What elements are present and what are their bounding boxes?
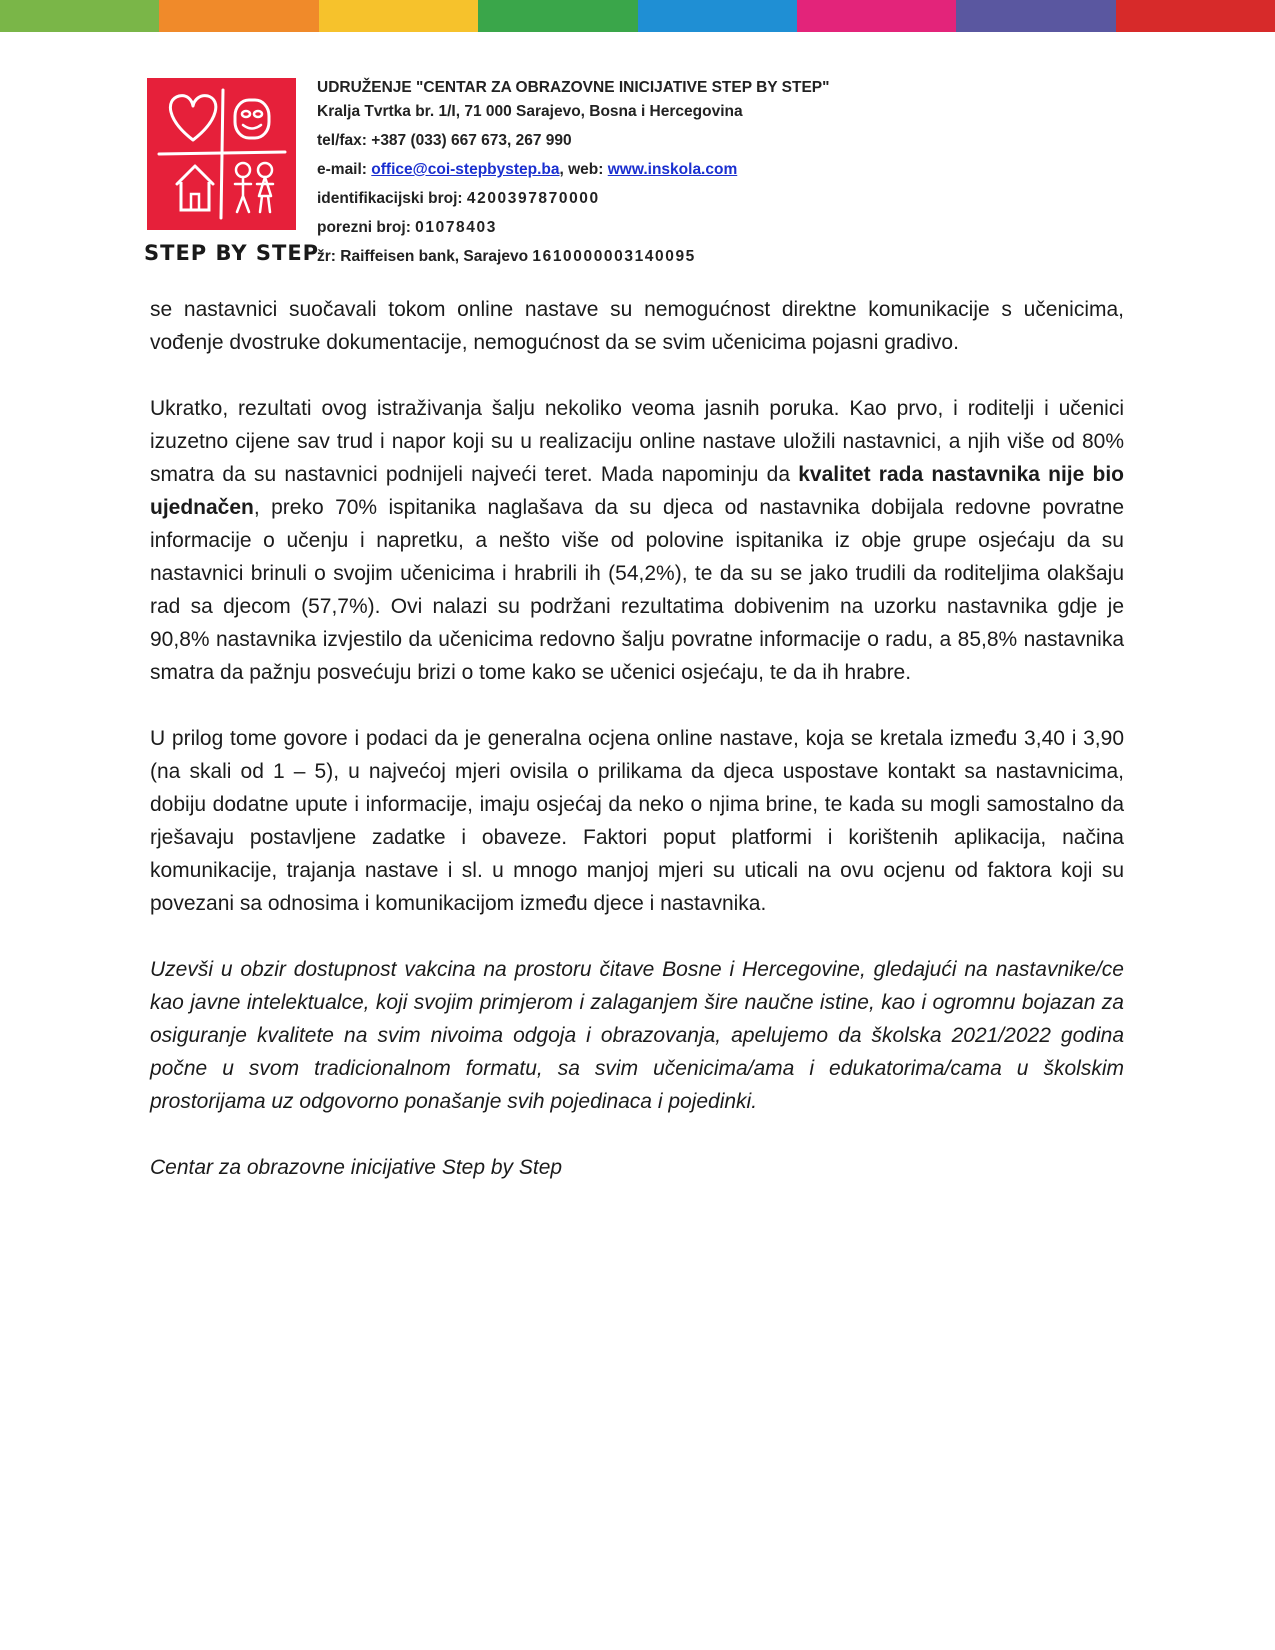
signature: Centar za obrazovne inicijative Step by Step — [150, 1156, 563, 1179]
bank-account: 1610000003140095 — [532, 248, 696, 265]
org-id — [317, 186, 829, 215]
stripe-segment — [1116, 0, 1275, 32]
letterhead — [317, 75, 829, 273]
id-number: 4200397870000 — [466, 190, 600, 207]
step-by-step-logo-icon — [147, 78, 296, 230]
paragraph-2 — [150, 392, 1124, 689]
org-tax — [317, 215, 829, 244]
web-link[interactable]: www.inskola.com — [607, 161, 738, 178]
paragraph-2-end: , preko 70% ispitanika naglašava da su djeca od nastavnika dobijala redovne povratne informacije o učenju i napretku, a nešto više od polovine ispitanika iz obje grupe osjećaju da su nastavnici brinuli o svojim učenicima i hrabrili ih (54,2%), te da su se jako trudili da roditeljima olakšaju rad sa djecom (57,7%). Ovi nalazi su podržani rezultatima dobivenim na uzorku nastavnika gdje je 90,8% nastavnika izvjestilo da učenicima redovno šalju povratne informacije o radu, a 85,8% nastavnika smatra da pažnju posvećuju brizi o tome kako se učenici osjećaju, te da ih hrabre. — [150, 496, 1124, 684]
org-name: UDRUŽENJE "CENTAR ZA OBRAZOVNE INICIJATIVE STEP BY STEP" — [317, 79, 830, 96]
paragraph-1: se nastavnici suočavali tokom online nastave su nemogućnost direktne komunikacije s učenicima, vođenje dvostruke dokumentacije, nemogućnost da se svim učenicima pojasni gradivo. — [150, 298, 1124, 354]
stripe-segment — [319, 0, 478, 32]
stripe-segment — [956, 0, 1115, 32]
email-label: e-mail: — [317, 161, 367, 178]
stripe-segment — [0, 0, 159, 32]
paragraph-2-emphasis: kvalitet rada nastavnika nije bio ujednačen — [150, 463, 1125, 519]
stripe-segment — [638, 0, 797, 32]
stripe-segment — [797, 0, 956, 32]
color-stripe — [0, 0, 1275, 32]
paragraph-3: U prilog tome govore i podaci da je generalna ocjena online nastave, koja se kretala između 3,40 i 3,90 (na skali od 1 – 5), u najvećoj mjeri ovisila o prilikama da djeca uspostave kontakt sa nastavnicima, dobiju dodatne upute i informacije, imaju osjećaj da neko o njima brine, te kada su mogli samostalno da rješavaju postavljene zadatke i obaveze. Faktori poput platformi i korištenih aplikacija, načina komunikacije, trajanja nastave i sl. u mnogo manjoj mjeri su uticali na ovu ocjenu od faktora koji su povezani sa odnosima i komunikacijom između djece i nastavnika. — [150, 727, 1124, 915]
paragraph-2-start: Ukratko, rezultati ovog istraživanja šalju nekoliko veoma jasnih poruka. Kao prvo, i roditelji i učenici izuzetno cijene sav trud i napor koji su u realizaciju online nastave uložili nastavnici, a njih više od 80% smatra da su nastavnici podnijeli najveći teret. Mada napominju da — [150, 397, 1124, 486]
web-label: , web: — [559, 161, 604, 178]
email-link[interactable]: office@coi-stepbystep.ba — [371, 161, 560, 178]
tax-label: porezni broj: — [317, 219, 411, 236]
letter-body — [150, 293, 1124, 1217]
bank-label: žr: Raiffeisen bank, Sarajevo — [317, 248, 529, 265]
org-phone: tel/fax: +387 (033) 667 673, 267 990 — [317, 132, 572, 149]
org-address: Kralja Tvrtka br. 1/I, 71 000 Sarajevo, Bosna i Hercegovina — [317, 103, 743, 120]
tax-number: 01078403 — [415, 219, 497, 236]
org-contact — [317, 157, 829, 186]
stripe-segment — [159, 0, 318, 32]
logo — [144, 78, 320, 265]
id-label: identifikacijski broj: — [317, 190, 463, 207]
stripe-segment — [478, 0, 637, 32]
paragraph-4: Uzevši u obzir dostupnost vakcina na prostoru čitave Bosne i Hercegovine, gledajući na nastavnike/ce kao javne intelektualce, koji svojim primjerom i zalaganjem šire naučne istine, kao i ogromnu bojazan za osiguranje kvalitete na svim nivoima odgoja i obrazovanja, apelujemo da školska 2021/2022 godina počne u svom tradicionalnom formatu, sa svim učenicima/ama i edukatorima/cama u školskim prostorijama uz odgovorno ponašanje svih pojedinaca i pojedinki. — [150, 958, 1124, 1113]
org-bank — [317, 244, 829, 273]
logo-text: STEP BY STEP — [144, 241, 320, 265]
